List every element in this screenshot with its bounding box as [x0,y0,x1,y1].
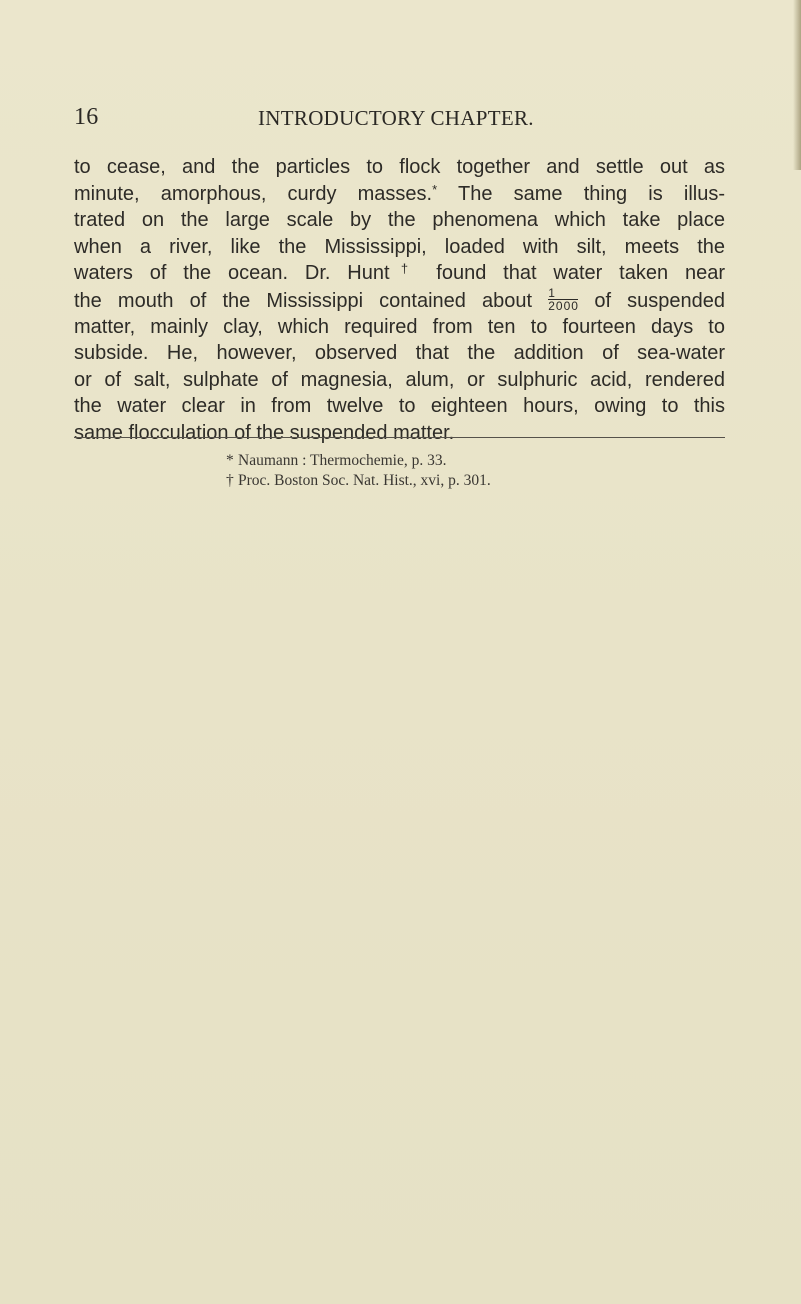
text-line: trated on the large scale by the phenomena which take place [74,209,725,232]
footnote-divider [74,437,725,438]
page-edge-shadow [793,0,801,170]
footnote-mark: † [226,472,234,489]
text-fragment: waters of the ocean. Dr. Hunt [74,262,390,285]
text-fragment: found that water taken near [419,262,725,285]
body-paragraph [74,154,725,447]
footnote-ref: * [432,181,438,197]
text-line: to cease, and the particles to flock together and settle out as [74,156,725,178]
running-head: INTRODUCTORY CHAPTER. [258,106,534,130]
text-line [74,181,725,208]
text-fragment: of suspended [578,289,726,312]
footnotes [226,451,491,491]
footnote [226,451,491,471]
footnote-mark: * [226,452,234,469]
fraction [548,287,578,312]
text-line: matter, mainly clay, which required from ten to fourteen days to [74,315,725,338]
text-line: same flocculation of the suspended matter. [74,421,455,444]
text-line: or of salt, sulphate of magnesia, alum, or sulphuric acid, rendered [74,368,725,391]
footnote-ref: † [389,261,420,277]
text-fragment: minute, amorphous, curdy masses. [74,182,433,205]
footnote-text: Proc. Boston Soc. Nat. Hist., xvi, p. 301. [238,472,491,489]
footnote-text: Naumann : Thermochemie, p. 33. [238,452,447,469]
text-line: the water clear in from twelve to eighteen hours, owing to this [74,395,725,418]
page-number: 16 [74,104,99,130]
fraction-numerator: 1 [548,285,555,300]
text-line: subside. He, however, observed that the addition of sea-water [74,342,725,365]
text-line: when a river, like the Mississippi, loaded with silt, meets the [74,235,725,258]
page-header [0,104,801,136]
footnote [226,471,491,491]
text-line [74,287,725,314]
text-line [74,260,725,287]
text-fragment: the mouth of the Mississippi contained about [74,289,549,312]
fraction-denominator: 2000 [548,298,579,313]
text-fragment: The same thing is illus- [437,182,725,205]
